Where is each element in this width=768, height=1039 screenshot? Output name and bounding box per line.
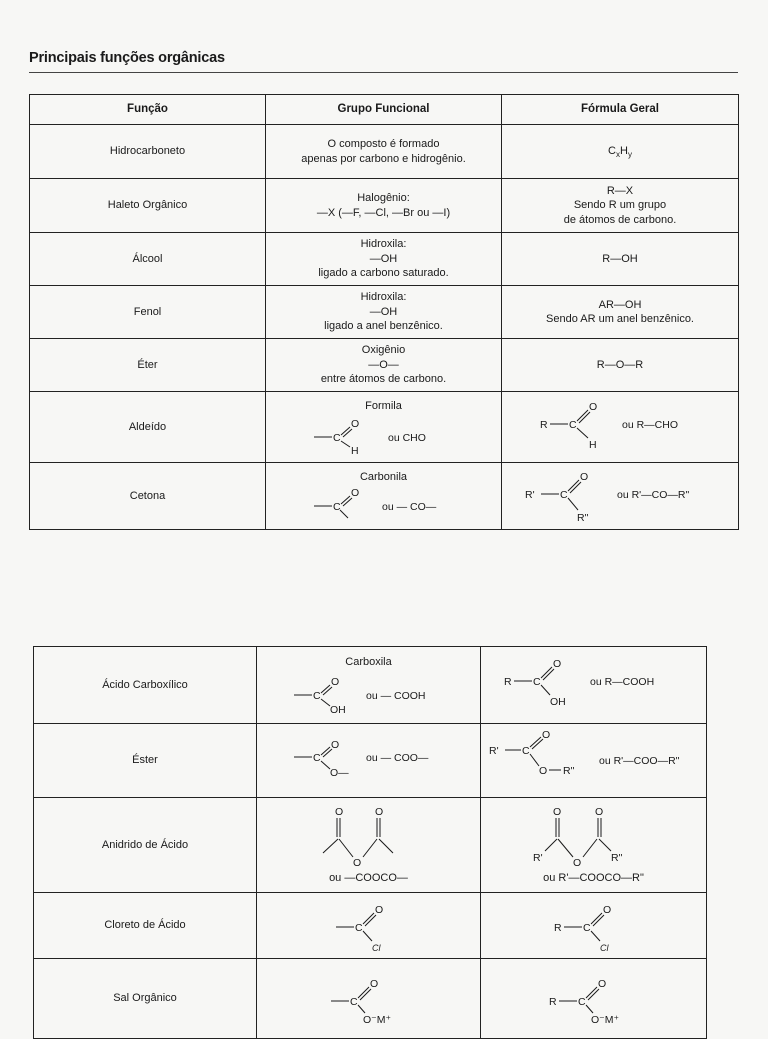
svg-text:C: C xyxy=(532,676,541,688)
funcao-cell: Hidrocarboneto xyxy=(30,125,266,179)
svg-text:O: O xyxy=(538,764,547,777)
formula-cell: O R' O O R" ou R'—COOCO—R" xyxy=(481,798,707,893)
anhydride-group-structure xyxy=(309,805,429,873)
svg-text:O: O xyxy=(350,487,359,500)
table-row xyxy=(34,724,707,798)
carboxylic-acid-structure xyxy=(504,657,684,713)
anhydride-structure xyxy=(529,805,659,873)
svg-text:C: C xyxy=(312,690,321,703)
svg-text:C: C xyxy=(582,921,591,934)
svg-text:O: O xyxy=(374,805,383,818)
svg-text:ou R'—CO—R": ou R'—CO—R" xyxy=(617,489,690,501)
acyl-chloride-structure xyxy=(554,899,634,953)
acyl-chloride-group-structure xyxy=(334,899,404,953)
grupo-cell: Carbonila C O ou — CO— xyxy=(266,463,502,530)
grupo-cell: Carboxila C O OH ou — COOH xyxy=(257,647,481,724)
svg-text:R: R xyxy=(503,676,512,688)
formula-cell xyxy=(481,893,707,959)
formula-cell xyxy=(481,724,707,798)
svg-text:C: C xyxy=(332,501,341,514)
formula-cell: AR—OH Sendo AR um anel benzênico. xyxy=(502,286,739,339)
table-row xyxy=(30,179,739,233)
svg-text:R: R xyxy=(553,921,562,934)
svg-text:C: C xyxy=(312,751,321,764)
page-title: Principais funções orgânicas xyxy=(29,50,225,66)
table-row xyxy=(34,798,707,893)
funcao-cell: Álcool xyxy=(30,233,266,286)
svg-text:Cl: Cl xyxy=(371,942,380,953)
table-row xyxy=(30,286,739,339)
funcao-cell: Anidrido de Ácido xyxy=(34,798,257,893)
svg-text:ou — CO—: ou — CO— xyxy=(381,501,436,514)
svg-text:O: O xyxy=(350,418,359,431)
svg-text:O: O xyxy=(334,805,343,818)
functions-table-1 xyxy=(29,94,739,530)
svg-text:O⁻M⁺: O⁻M⁺ xyxy=(362,1013,391,1026)
grupo-cell: Oxigênio —O— entre átomos de carbono. xyxy=(266,339,502,392)
svg-text:C: C xyxy=(349,995,358,1008)
funcao-cell: Éter xyxy=(30,339,266,392)
carboxylate-group-structure xyxy=(329,971,409,1027)
svg-text:ou — COO—: ou — COO— xyxy=(365,751,428,764)
formyl-structure xyxy=(304,413,464,458)
svg-text:ou R—COOH: ou R—COOH xyxy=(589,676,654,688)
svg-text:ou R'—COO—R": ou R'—COO—R" xyxy=(598,754,679,767)
title-divider xyxy=(29,72,738,73)
ester-structure xyxy=(488,728,699,790)
header-funcao: Função xyxy=(30,95,266,125)
svg-text:C: C xyxy=(332,432,341,445)
grupo-cell: O composto é formado apenas por carbono e hidrogênio. xyxy=(266,125,502,179)
svg-text:O: O xyxy=(330,676,339,689)
svg-text:ou CHO: ou CHO xyxy=(387,432,426,445)
funcao-cell: Cetona xyxy=(30,463,266,530)
funcao-cell: Aldeído xyxy=(30,392,266,463)
funcao-cell: Haleto Orgânico xyxy=(30,179,266,233)
funcao-cell: Éster xyxy=(34,724,257,798)
grupo-cell: O O O ou —COOCO— xyxy=(257,798,481,893)
funcao-cell: Sal Orgânico xyxy=(34,959,257,1039)
formula-cell: R—X Sendo R um grupo de átomos de carbono. xyxy=(502,179,739,233)
svg-text:Cl: Cl xyxy=(599,942,608,953)
carbonyl-structure xyxy=(304,484,464,522)
grupo-cell: Hidroxila: —OH ligado a carbono saturado. xyxy=(266,233,502,286)
ketone-structure xyxy=(525,468,715,524)
organic-salt-structure xyxy=(549,971,639,1027)
svg-text:O: O xyxy=(374,903,383,916)
svg-text:R": R" xyxy=(577,512,589,524)
svg-text:O: O xyxy=(580,471,589,483)
svg-text:O: O xyxy=(330,738,339,751)
svg-text:O: O xyxy=(589,401,598,413)
table-row xyxy=(30,339,739,392)
grupo-cell: Formila C O H ou CHO xyxy=(266,392,502,463)
svg-text:H: H xyxy=(589,439,597,451)
formula-cell xyxy=(481,959,707,1039)
svg-text:O: O xyxy=(572,856,581,869)
table-row xyxy=(30,233,739,286)
svg-text:R": R" xyxy=(562,764,574,777)
grupo-cell xyxy=(257,893,481,959)
svg-text:O: O xyxy=(597,977,606,990)
grupo-cell xyxy=(257,724,481,798)
table-row xyxy=(30,125,739,179)
formula-cell: R—O—R xyxy=(502,339,739,392)
svg-text:O: O xyxy=(594,805,603,818)
carboxyl-structure xyxy=(284,669,454,715)
formula-cell: R—OH xyxy=(502,233,739,286)
svg-text:H: H xyxy=(350,445,359,458)
svg-text:C: C xyxy=(569,419,577,431)
grupo-cell xyxy=(257,959,481,1039)
svg-text:OH: OH xyxy=(549,696,566,708)
svg-text:O: O xyxy=(541,728,550,741)
svg-text:C: C xyxy=(354,921,363,934)
svg-text:R': R' xyxy=(532,851,543,864)
formula-cell xyxy=(502,392,739,463)
table-row xyxy=(34,893,707,959)
grupo-cell: Halogênio: —X (—F, —Cl, —Br ou —I) xyxy=(266,179,502,233)
svg-text:R': R' xyxy=(488,744,499,757)
header-formula-geral: Fórmula Geral xyxy=(502,95,739,125)
ester-group-structure xyxy=(284,739,454,783)
aldehyde-structure xyxy=(540,400,700,454)
svg-text:OH: OH xyxy=(329,704,346,717)
svg-text:O: O xyxy=(552,658,561,670)
svg-text:O—: O— xyxy=(329,766,349,779)
svg-text:O: O xyxy=(369,977,378,990)
svg-text:O: O xyxy=(552,805,561,818)
table-row xyxy=(34,959,707,1039)
svg-text:R': R' xyxy=(525,489,535,501)
svg-text:O: O xyxy=(352,856,361,869)
table-header-row xyxy=(30,95,739,125)
functions-table-2 xyxy=(33,646,707,1039)
formula-cell: $C_xH_y$ xyxy=(502,125,739,179)
header-grupo-funcional: Grupo Funcional xyxy=(266,95,502,125)
svg-text:R: R xyxy=(548,995,557,1008)
svg-text:R: R xyxy=(540,419,548,431)
svg-text:C: C xyxy=(560,489,568,501)
svg-text:ou — COOH: ou — COOH xyxy=(365,690,426,703)
formula-cell xyxy=(481,647,707,724)
table-row xyxy=(30,463,739,530)
funcao-cell: Fenol xyxy=(30,286,266,339)
formula-cell xyxy=(502,463,739,530)
table-row xyxy=(30,392,739,463)
svg-text:C: C xyxy=(521,744,530,757)
funcao-cell: Cloreto de Ácido xyxy=(34,893,257,959)
table-row xyxy=(34,647,707,724)
funcao-cell: Ácido Carboxílico xyxy=(34,647,257,724)
svg-text:C: C xyxy=(577,995,586,1008)
svg-text:O: O xyxy=(602,903,611,916)
svg-text:ou R—CHO: ou R—CHO xyxy=(622,419,679,431)
grupo-cell: Hidroxila: —OH ligado a anel benzênico. xyxy=(266,286,502,339)
svg-text:O⁻M⁺: O⁻M⁺ xyxy=(590,1013,619,1026)
svg-text:R": R" xyxy=(610,851,622,864)
